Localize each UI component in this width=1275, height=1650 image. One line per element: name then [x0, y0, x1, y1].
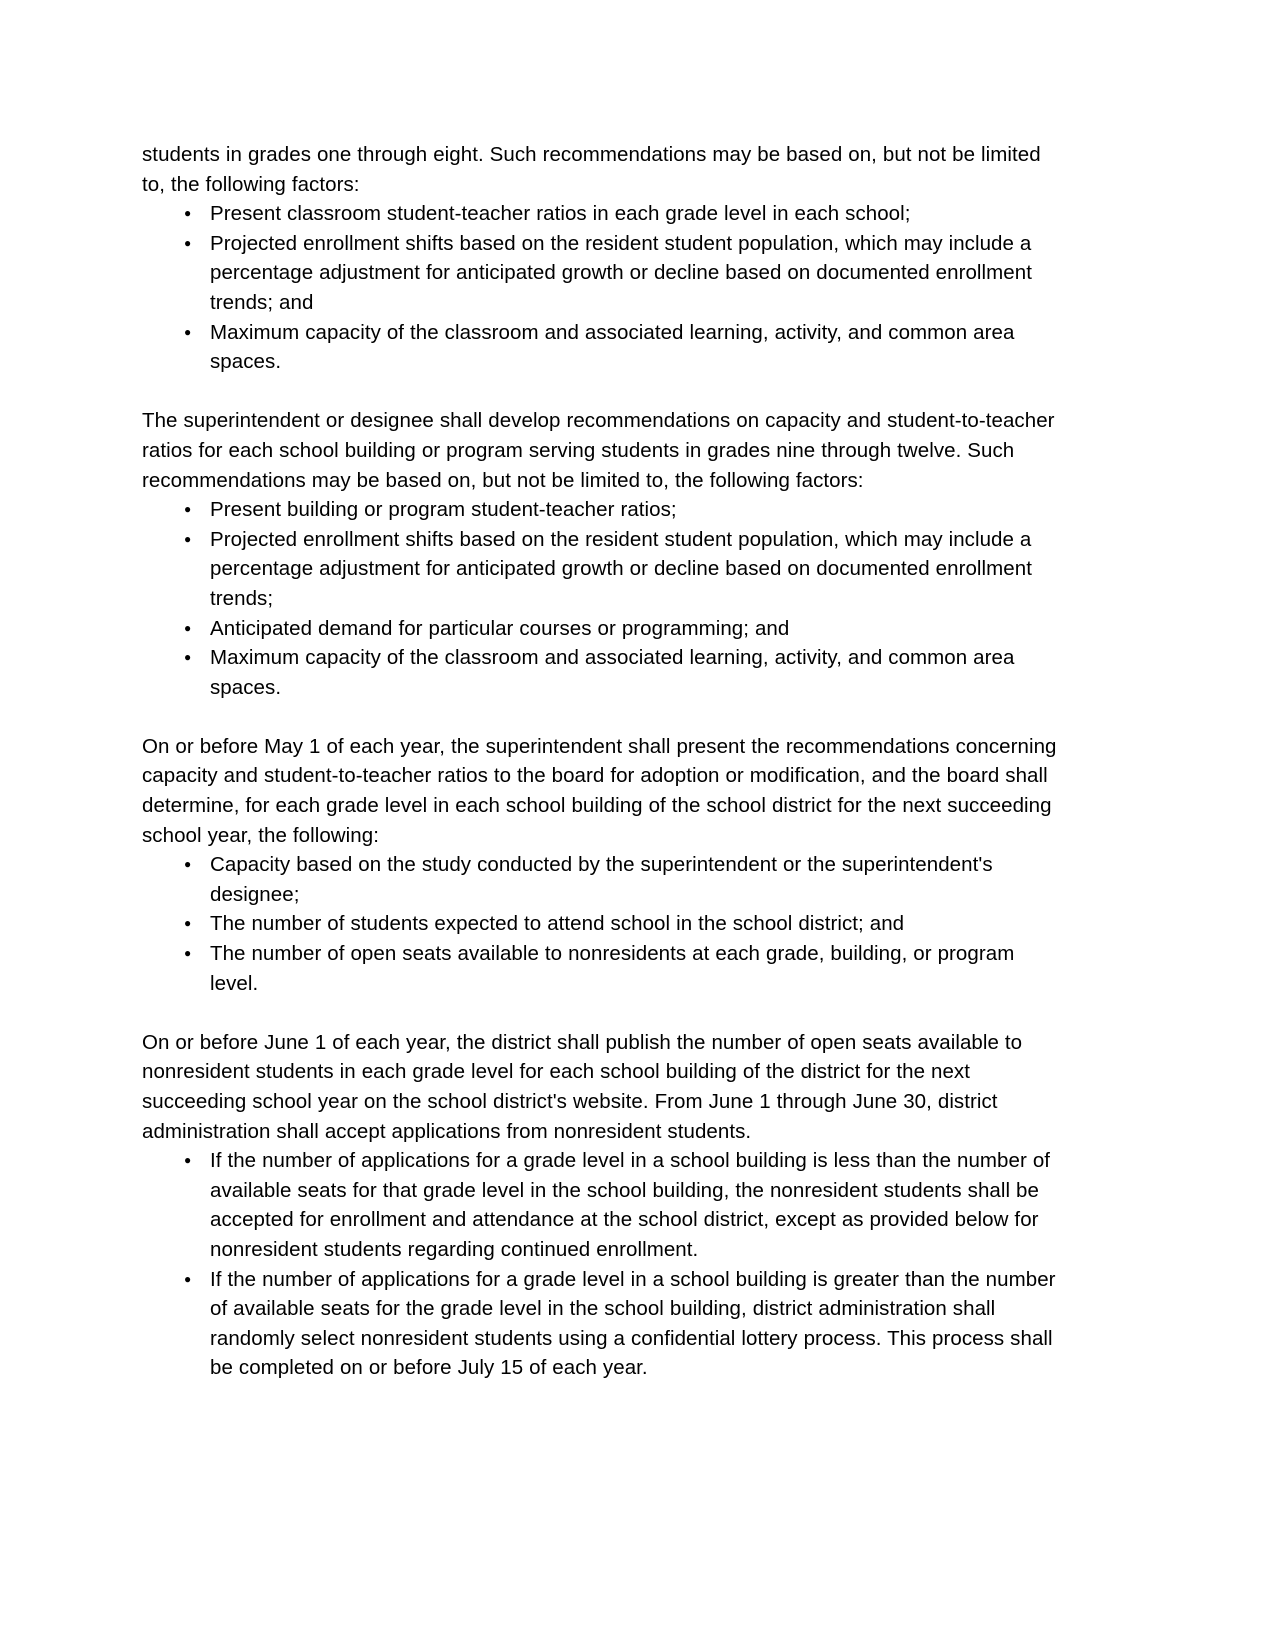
board-determination-list: [142, 850, 1067, 998]
list-item: ● Anticipated demand for particular courses or programming; and: [142, 614, 1067, 644]
list-item: ● Maximum capacity of the classroom and associated learning, activity, and common area spaces.: [142, 643, 1067, 702]
list-item: ● The number of students expected to attend school in the school district; and: [142, 909, 1067, 939]
list-item: ● Maximum capacity of the classroom and associated learning, activity, and common area spaces.: [142, 318, 1067, 377]
list-item: ● Present classroom student-teacher ratios in each grade level in each school;: [142, 199, 1067, 229]
k8-factors-list: [142, 199, 1067, 377]
hs-factors-list: [142, 495, 1067, 702]
june-first-paragraph: On or before June 1 of each year, the district shall publish the number of open seats available to nonresident students in each grade level for each school building of the district for the next succeeding school year on the school district's website. From June 1 through June 30, district administration shall accept applications from nonresident students.: [142, 1030, 1023, 1143]
paragraph-spacer: [142, 998, 1067, 1028]
paragraph-spacer: [142, 702, 1067, 732]
paragraph-spacer: [142, 377, 1067, 407]
list-item: ● Projected enrollment shifts based on the resident student population, which may include a percentage adjustment for anticipated growth or decline based on documented enrollment trends; and: [142, 229, 1067, 318]
list-item: ● Present building or program student-teacher ratios;: [142, 495, 1067, 525]
intro-paragraph: students in grades one through eight. Such recommendations may be based on, but not be limited to, the following factors:: [142, 143, 1041, 196]
list-item: ● Capacity based on the study conducted by the superintendent or the superintendent's designee;: [142, 850, 1067, 909]
hs-recommendations-paragraph: The superintendent or designee shall develop recommendations on capacity and student-to-teacher ratios for each school building or program serving students in grades nine through twelve. Such recommendations may be based on, but not be limited to, the following factors:: [142, 409, 1055, 492]
list-item: ● The number of open seats available to nonresidents at each grade, building, or program level.: [142, 939, 1067, 998]
may-first-paragraph: On or before May 1 of each year, the superintendent shall present the recommendations concerning capacity and student-to-teacher ratios to the board for adoption or modification, and the board shall determine, for each grade level in each school building of the school district for the next succeeding school year, the following:: [142, 734, 1057, 847]
application-outcomes-list: [142, 1146, 1067, 1383]
list-item: ● Projected enrollment shifts based on the resident student population, which may include a percentage adjustment for anticipated growth or decline based on documented enrollment trends;: [142, 525, 1067, 614]
list-item: ● If the number of applications for a grade level in a school building is less than the number of available seats for that grade level in the school building, the nonresident students shall be accepted for enrollment and attendance at the school district, except as provided below for nonresident students regarding continued enrollment.: [142, 1146, 1067, 1264]
document-body: [142, 140, 1067, 1383]
list-item: ● If the number of applications for a grade level in a school building is greater than the number of available seats for the grade level in the school building, district administration shall randomly select nonresident students using a confidential lottery process. This process shall be completed on or before July 15 of each year.: [142, 1265, 1067, 1383]
